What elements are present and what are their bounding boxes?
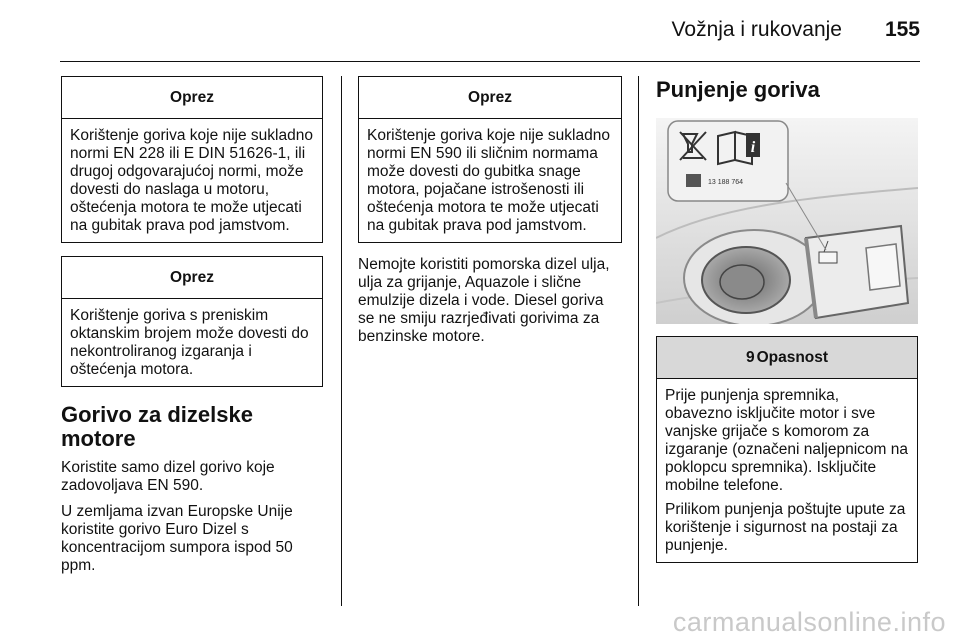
body-paragraph: Koristite samo dizel gorivo koje zadovoljava EN 590. (61, 459, 275, 494)
fuel-flap-drawing (656, 118, 918, 324)
danger-box (656, 336, 918, 563)
column-left (61, 76, 323, 583)
caution-text: Korištenje goriva koje nije sukladno normi EN 590 ili sličnim normama može dovesti do gubitka snage motora, pojačane istrošenosti ili oštećenja motora te može utjecati na gubitak prava pod jamstvom. (367, 127, 610, 234)
caution-body (62, 119, 322, 242)
caution-body (359, 119, 621, 242)
section-heading-refuelling: Punjenje goriva (656, 77, 820, 102)
svg-text:i: i (750, 139, 756, 156)
caution-box (358, 76, 622, 243)
danger-title (657, 337, 917, 379)
caution-text: Korištenje goriva koje nije sukladno normi EN 228 ili E DIN 51626-1, ili drugoj odgovarajućoj normi, može dovesti do naslaga u motoru, oštećenja motora te može utjecati na gubitak prava pod jamstvom. (70, 127, 313, 234)
caution-body (62, 299, 322, 386)
caution-text: Korištenje goriva s preniskim oktanskim brojem može dovesti do nekontroliranog izgaranja i oštećenja motora. (70, 307, 309, 378)
header-title: Vožnja i rukovanje (671, 18, 842, 41)
caution-title: Oprez (62, 257, 322, 299)
caution-title: Oprez (359, 77, 621, 119)
danger-body (657, 379, 917, 562)
watermark: carmanualsonline.info (672, 607, 946, 637)
body-paragraph: Nemojte koristiti pomorska dizel ulja, ulja za grijanje, Aquazole i slične emulzije dizela i vode. Diesel goriva se ne smiju razrjeđivati gorivima za benzinske motore. (358, 256, 610, 345)
caution-title: Oprez (62, 77, 322, 119)
caution-box (61, 76, 323, 243)
label-code: 13 188 764 (708, 179, 744, 186)
warning-label-icon (686, 174, 701, 187)
caution-box (61, 256, 323, 387)
fuel-flap-illustration (656, 118, 918, 324)
section-heading-diesel: Gorivo za dizelske motore (61, 402, 253, 451)
page-number: 155 (884, 18, 920, 41)
danger-text: Prije punjenja spremnika, obavezno isključite motor i sve vanjske grijače s komorom za izgaranje (označeni naljepnicom na poklopcu spremnika). Isključite mobilne telefone. (665, 387, 908, 494)
danger-label: Opasnost (756, 349, 829, 366)
column-divider (638, 76, 639, 606)
column-middle (358, 76, 622, 354)
body-paragraph: U zemljama izvan Europske Unije koristite gorivo Euro Dizel s koncentracijom sumpora ispod 50 ppm. (61, 503, 293, 574)
warning-triangle-icon: 9 (745, 349, 755, 366)
danger-text: Prilikom punjenja poštujte upute za korištenje i sigurnost na postaji za punjenje. (665, 501, 906, 554)
column-right (656, 76, 918, 576)
header-rule (60, 61, 920, 62)
column-divider (341, 76, 342, 606)
